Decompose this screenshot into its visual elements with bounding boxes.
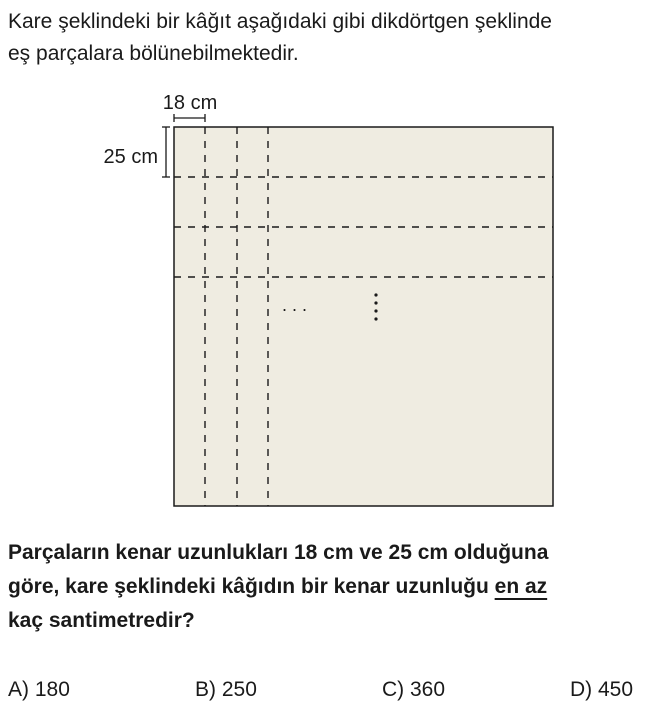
intro-text — [8, 6, 648, 70]
emphasis-en-az: en az — [494, 575, 548, 598]
question-line-1: Parçaların kenar uzunlukları 18 cm ve 25 cm olduğuna — [8, 541, 549, 564]
question-line-3: kaç santimetredir? — [8, 609, 195, 632]
horizontal-ellipsis: . . . — [282, 295, 308, 315]
option-c[interactable]: C) 360 — [382, 678, 446, 701]
option-a[interactable]: A) 180 — [8, 678, 70, 701]
width-dimension-bracket — [174, 114, 205, 122]
paper-figure — [0, 88, 652, 518]
option-d[interactable]: D) 450 — [570, 678, 634, 701]
height-dimension-bracket — [162, 127, 170, 177]
question-line-2-text: göre, kare şeklindeki kâğıdın bir kenar uzunluğu — [8, 575, 495, 598]
intro-line-1: Kare şeklindeki bir kâğıt aşağıdaki gibi dikdörtgen şeklinde — [8, 10, 552, 33]
width-label: 18 cm — [162, 92, 218, 114]
square-paper — [174, 127, 553, 506]
option-b[interactable]: B) 250 — [195, 678, 257, 701]
answer-options — [0, 678, 652, 708]
height-label: 25 cm — [103, 146, 158, 168]
question-line-2 — [8, 570, 648, 604]
intro-line-2: eş parçalara bölünebilmektedir. — [8, 42, 299, 65]
question-text — [8, 536, 648, 638]
